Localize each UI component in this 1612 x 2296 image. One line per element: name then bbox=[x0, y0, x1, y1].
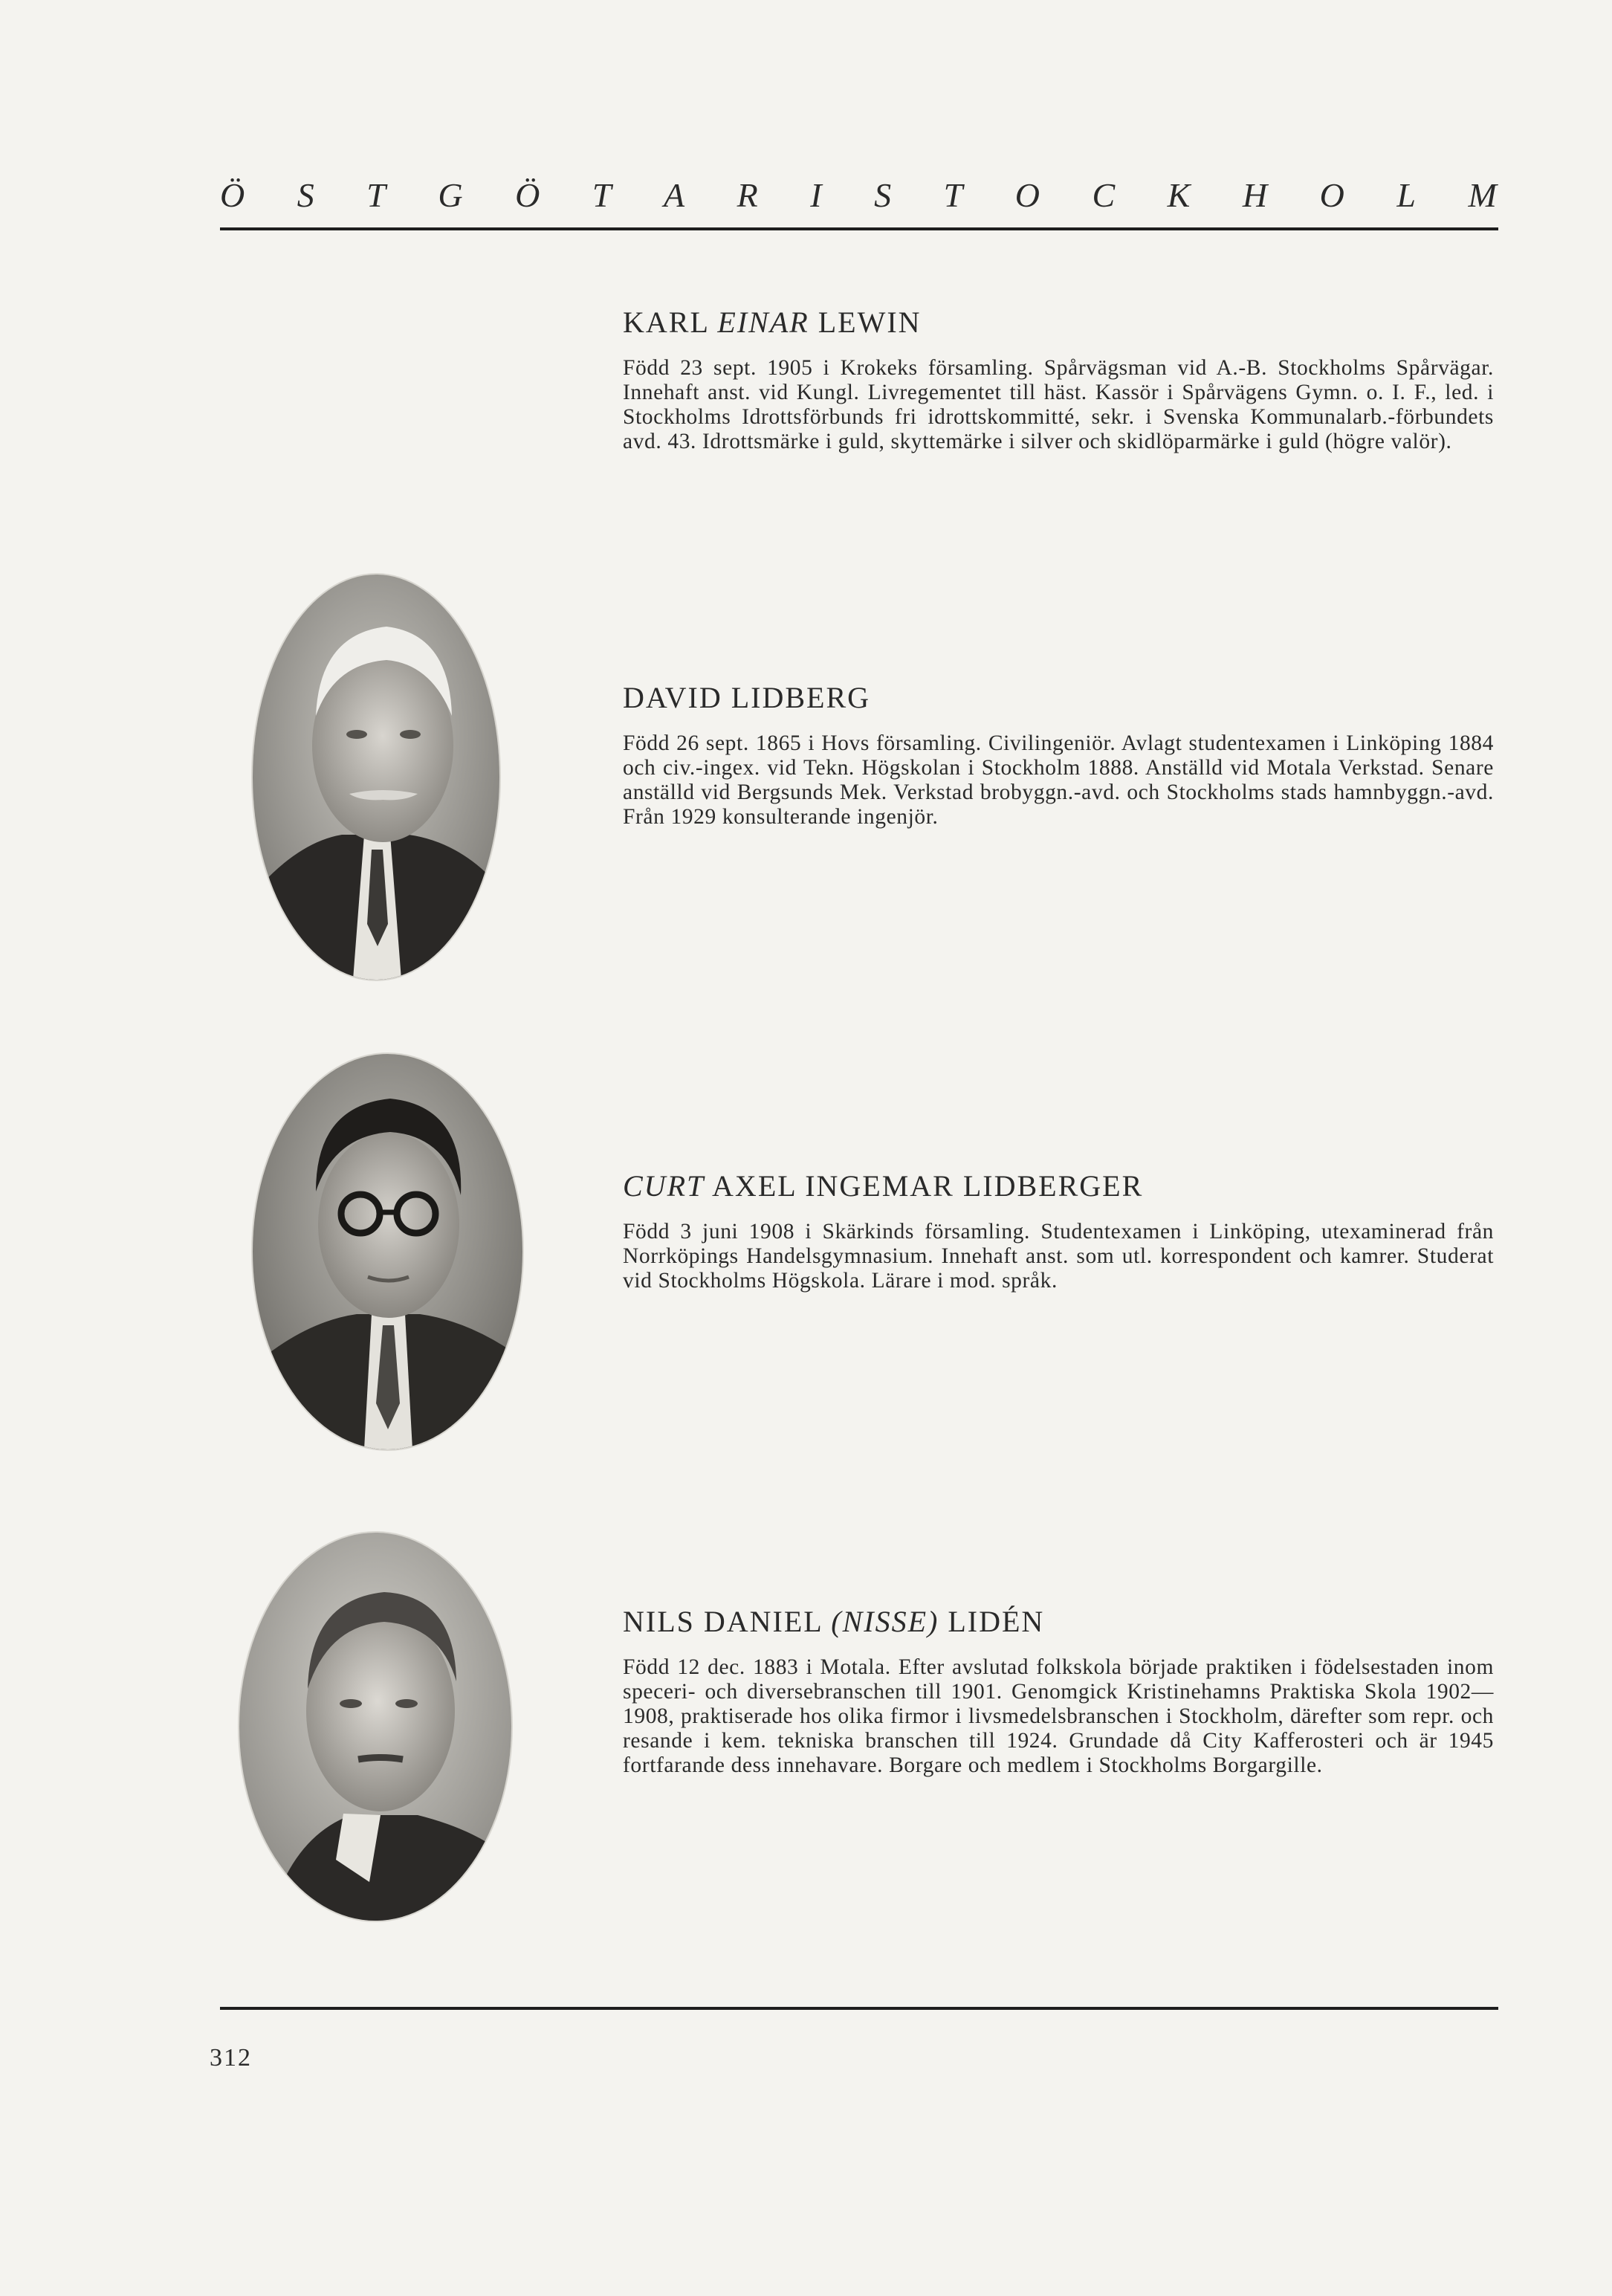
entry-nils-liden bbox=[623, 1604, 1494, 1778]
portrait-david-lidberg bbox=[253, 575, 499, 980]
name-part: KARL bbox=[623, 305, 718, 339]
portrait-photo bbox=[239, 1533, 511, 1921]
entry-bio: Född 3 juni 1908 i Skärkinds församling. Studentexamen i Linköping, utexaminerad från Norrköpings Handelsgymnasium. Innehaft anst. som utl. korrespondent och kamrer. Studerat vid Stockholms Högskola. Lärare i mod. språk. bbox=[623, 1220, 1494, 1293]
portrait-photo bbox=[253, 575, 499, 980]
name-part: LIDÉN bbox=[939, 1605, 1045, 1638]
header-letter: T bbox=[366, 176, 387, 214]
portrait-photo bbox=[253, 1054, 522, 1449]
name-italic: CURT bbox=[623, 1169, 705, 1203]
header-letter: G bbox=[438, 176, 464, 214]
name-part: AXEL INGEMAR LIDBERGER bbox=[705, 1169, 1144, 1203]
header-letter: T bbox=[943, 176, 965, 214]
header-letter: M bbox=[1468, 176, 1498, 214]
entry-curt-lidberger bbox=[623, 1168, 1494, 1293]
name-part: LEWIN bbox=[809, 305, 922, 339]
portrait-curt-lidberger bbox=[253, 1054, 522, 1449]
header-letter: S bbox=[297, 176, 316, 214]
name-part: DAVID LIDBERG bbox=[623, 681, 871, 714]
header-letter: L bbox=[1396, 176, 1417, 214]
entry-lewin bbox=[623, 305, 1494, 454]
entry-name bbox=[623, 1168, 1494, 1203]
header-rule bbox=[220, 227, 1498, 230]
footer-rule bbox=[220, 2007, 1498, 2010]
header-letter: Ö bbox=[515, 176, 542, 214]
entry-name bbox=[623, 1604, 1494, 1639]
entry-bio: Född 23 sept. 1905 i Krokeks församling. Spårvägsman vid A.-B. Stockholms Spårvägar. Innehaft anst. vid Kungl. Livregementet till häst. Kassör i Spårvägens Gymn. o. I. F., led. i Stockholms Idrottsförbunds fri idrottskommitté, sekr. i Svenska Kommunalarb.-förbundets avd. 43. Idrottsmärke i guld, skyttemärke i silver och skidlöparmärke i guld (högre valör). bbox=[623, 356, 1494, 453]
header-letter: S bbox=[874, 176, 893, 214]
name-italic: EINAR bbox=[717, 305, 809, 339]
page-number: 312 bbox=[210, 2044, 252, 2072]
header-letter: I bbox=[810, 176, 823, 214]
entry-bio: Född 26 sept. 1865 i Hovs församling. Civilingeniör. Avlagt studentexamen i Linköping 1884 och civ.-ingex. vid Tekn. Högskolan i Stockholm 1888. Anställd vid Motala Verkstad. Senare anställd vid Bergsunds Mek. Verkstad brobyggn.-avd. och Stockholms stads hamnbyggn.-avd. Från 1929 konsulterande ingenjör. bbox=[623, 731, 1494, 829]
running-header bbox=[220, 175, 1498, 215]
header-letter: O bbox=[1319, 176, 1346, 214]
header-letter: A bbox=[663, 176, 687, 214]
entry-name bbox=[623, 680, 1494, 715]
entry-name bbox=[623, 305, 1494, 340]
header-letter: R bbox=[737, 176, 760, 214]
entry-david-lidberg bbox=[623, 680, 1494, 830]
entry-bio: Född 12 dec. 1883 i Motala. Efter avslutad folkskola började praktiken i födelsestaden inom speceri- och diversebranschen till 1901. Genomgick Kristinehamns Praktiska Skola 1902—1908, praktiserade hos olika firmor i livsmedelsbranschen i Stockholm, därefter som repr. och resande i kem. tekniska branschen till 1924. Grundade då City Kafferosteri och är 1945 fortfarande dess innehavare. Borgare och medlem i Stockholms Borgargille. bbox=[623, 1655, 1494, 1777]
header-letter: K bbox=[1167, 176, 1192, 214]
header-letter: C bbox=[1092, 176, 1117, 214]
header-letter: T bbox=[592, 176, 613, 214]
name-part: NILS DANIEL bbox=[623, 1605, 832, 1638]
name-italic: (NISSE) bbox=[831, 1605, 939, 1638]
header-letter: O bbox=[1014, 176, 1041, 214]
header-letter: H bbox=[1242, 176, 1269, 214]
portrait-nils-liden bbox=[239, 1533, 511, 1921]
header-letter: Ö bbox=[220, 176, 247, 214]
